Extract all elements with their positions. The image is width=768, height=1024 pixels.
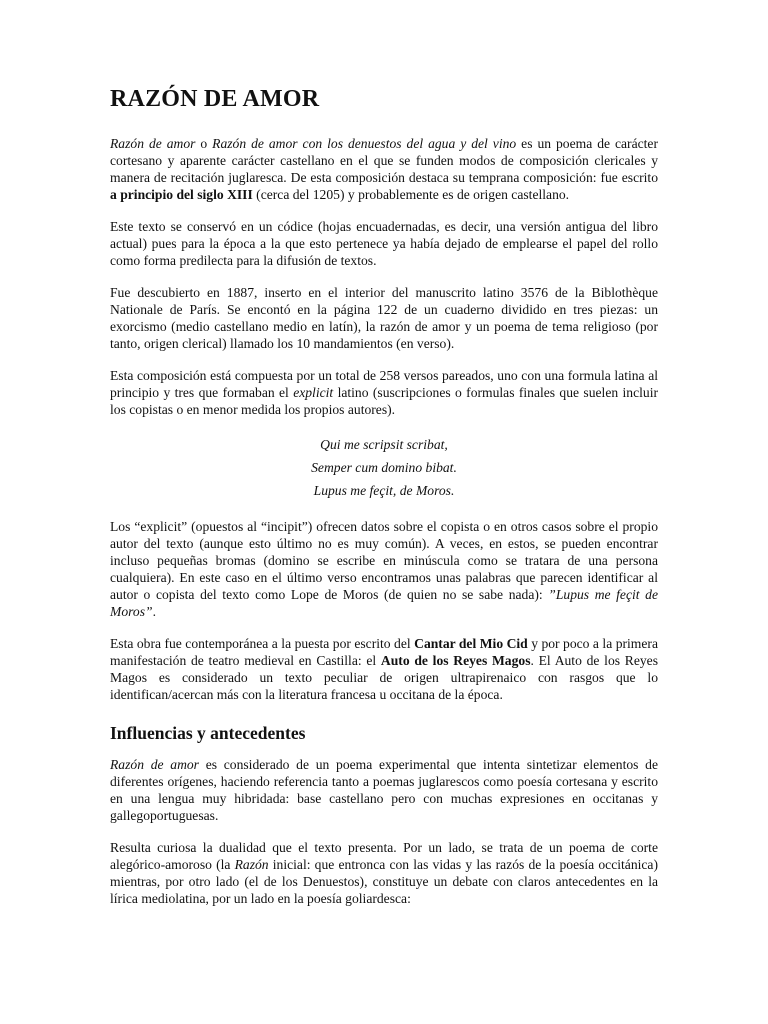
document-title: RAZÓN DE AMOR	[110, 86, 320, 112]
bold-auto-reyes-magos: Auto de los Reyes Magos	[380, 653, 531, 668]
text-span: es considerado de un poema experimental que intenta sintetizar elementos de diferentes orígenes, haciendo referencia tanto a poemas juglarescos como poesía cortesana y escrito en una lengua muy hibridada: base castellano pero con muchas expresiones en occitanas y gallegoportuguesas.	[110, 757, 658, 823]
composition-paragraph	[110, 367, 658, 418]
italic-razon: Razón	[234, 857, 269, 872]
italic-explicit: explicit	[293, 385, 334, 400]
contemporary-paragraph	[110, 635, 658, 703]
bold-date-phrase: a principio del siglo XIII	[110, 187, 253, 202]
explicit-paragraph	[110, 518, 658, 620]
verse-line: Lupus me feçit, de Moros.	[313, 483, 455, 498]
text-span: .	[152, 604, 156, 619]
text-span: Los “explicit” (opuestos al “incipit”) ofrecen datos sobre el copista o en otros casos sobre el propio autor del texto (aunque esto último no es muy común). A veces, en estos, se pueden encontrar incluso pequeñas bromas (domino se escribe en minúscula como se tratara de una persona cualquiera). En este caso en el último verso encontramos unas palabras que parecen identificar al autor o copista del texto como Lope de Moros (de quien no se sabe nada):	[110, 519, 658, 602]
text-span: y por poco a la primera manifestación de teatro medieval en Castilla: el	[110, 636, 658, 668]
text-span: es un poema de carácter cortesano y aparente carácter castellano en el que se funden modos de composición clericales y manera de recitación juglaresca. De esta composición destaca su temprana composición: fue escrito	[110, 136, 658, 185]
italic-work-full-title: Razón de amor con los denuestos del agua y del vino	[212, 136, 517, 151]
discovery-paragraph: Fue descubierto en 1887, inserto en el interior del manuscrito latino 3576 de la Biblothèque Nationale de París. Se encontó en la página 122 de un cuaderno dividido en tres piezas: un exorcismo (medio castellano medio en latín), la razón de amor y un poema de tema religioso (por tanto, origen clerical) llamado los 10 mandamientos (en verso).	[110, 285, 658, 351]
text-span: (cerca del 1205) y probablemente es de origen castellano.	[252, 187, 570, 202]
text-span: latino (suscripciones o formulas finales que suelen incluir los copistas o en menor medida los propios autores).	[110, 385, 658, 417]
text-span: inicial: que entronca con las vidas y las razós de la poesía occitánica) mientras, por otro lado (el de los Denuestos), constituye un debate con claros antecedentes en la lírica mediolatina, por un lado en la poesía goliardesca:	[110, 857, 658, 906]
verse-line: Semper cum domino bibat.	[311, 460, 457, 475]
text-span: Esta obra fue contemporánea a la puesta por escrito del	[110, 636, 415, 651]
text-span: . El Auto de los Reyes Magos es considerado un texto peculiar de origen ultrapirenaico con rasgos que lo identifican/acercan más con la literatura francesa u occitana de la época.	[110, 653, 658, 702]
latin-verse	[110, 433, 658, 502]
italic-quote: ”Lupus me feçit de Moros”	[110, 587, 658, 619]
text-span: o	[195, 136, 213, 151]
section-heading: Influencias y antecedentes	[110, 723, 306, 743]
bold-cantar-mio-cid: Cantar del Mio Cid	[414, 636, 528, 651]
italic-work-title: Razón de amor	[110, 136, 196, 151]
duality-paragraph	[110, 839, 658, 907]
intro-paragraph	[110, 135, 658, 203]
verse-line: Qui me scripsit scribat,	[320, 437, 448, 452]
text-span: Esta composición está compuesta por un total de 258 versos pareados, uno con una formula latina al principio y tres que formaban el	[110, 368, 658, 400]
text-span: Resulta curiosa la dualidad que el texto presenta. Por un lado, se trata de un poema de corte alegórico-amoroso (la	[110, 840, 658, 872]
italic-work-title: Razón de amor	[110, 757, 199, 772]
influences-paragraph	[110, 756, 658, 824]
codex-paragraph: Este texto se conservó en un códice (hojas encuadernadas, es decir, una versión antigua del libro actual) pues para la época a la que esto pertenece ya había dejado de emplearse el papel del rollo como forma predilecta para la difusión de textos.	[110, 219, 658, 268]
